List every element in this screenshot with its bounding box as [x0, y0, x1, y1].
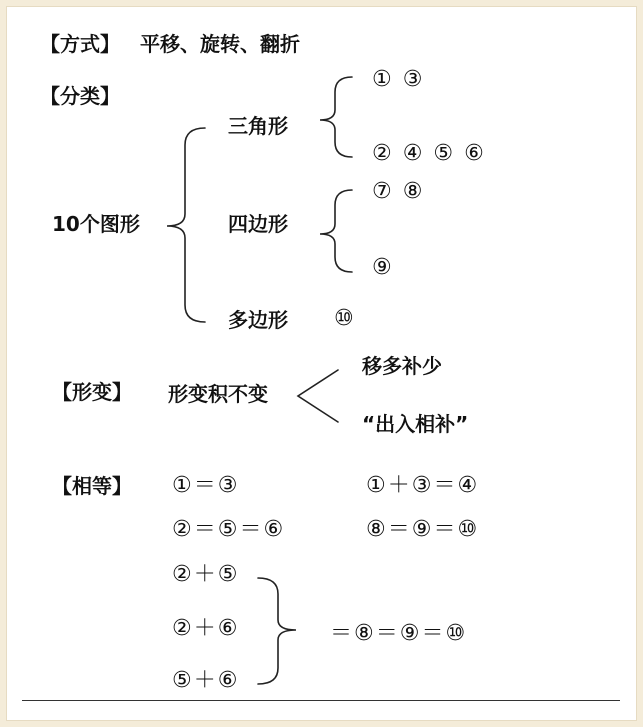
equal-row2-right: ⑧＝⑨＝⑩	[366, 517, 480, 542]
triangle-sub-1: ① ③	[372, 67, 425, 92]
group-polygon: 多边形	[228, 308, 288, 332]
equal-row1-left: ①＝③	[172, 473, 240, 498]
deform-branch-1: 移多补少	[362, 354, 442, 378]
bottom-divider	[22, 700, 620, 701]
deform-label: 【形变】	[52, 380, 132, 404]
equal-sum-result: ＝⑧＝⑨＝⑩	[330, 621, 468, 646]
triangle-brace	[320, 77, 352, 157]
equal-sum-3: ⑤＋⑥	[172, 668, 240, 693]
equal-sum-1: ②＋⑤	[172, 562, 240, 587]
quadrilateral-brace	[320, 190, 352, 272]
equal-row1-right: ①＋③＝④	[366, 473, 480, 498]
equal-sum-2: ②＋⑥	[172, 616, 240, 641]
root-brace	[167, 128, 205, 322]
sum-brace	[258, 578, 296, 684]
group-triangle: 三角形	[228, 114, 288, 138]
deform-branch-lines	[298, 370, 338, 422]
triangle-sub-2: ② ④ ⑤ ⑥	[372, 141, 486, 166]
group-quadrilateral: 四边形	[228, 212, 288, 236]
method-text: 平移、旋转、翻折	[140, 32, 300, 56]
quadrilateral-sub-2: ⑨	[372, 255, 394, 280]
quadrilateral-sub-1: ⑦ ⑧	[372, 179, 425, 204]
classify-root: 10个图形	[52, 212, 140, 236]
method-label: 【方式】	[40, 32, 120, 56]
classify-label: 【分类】	[40, 84, 120, 108]
polygon-sub-1: ⑩	[334, 306, 356, 331]
equal-row2-left: ②＝⑤＝⑥	[172, 517, 286, 542]
deform-text: 形变积不变	[168, 382, 268, 406]
deform-branch-2: “出入相补”	[362, 412, 469, 436]
equal-label: 【相等】	[52, 474, 132, 498]
